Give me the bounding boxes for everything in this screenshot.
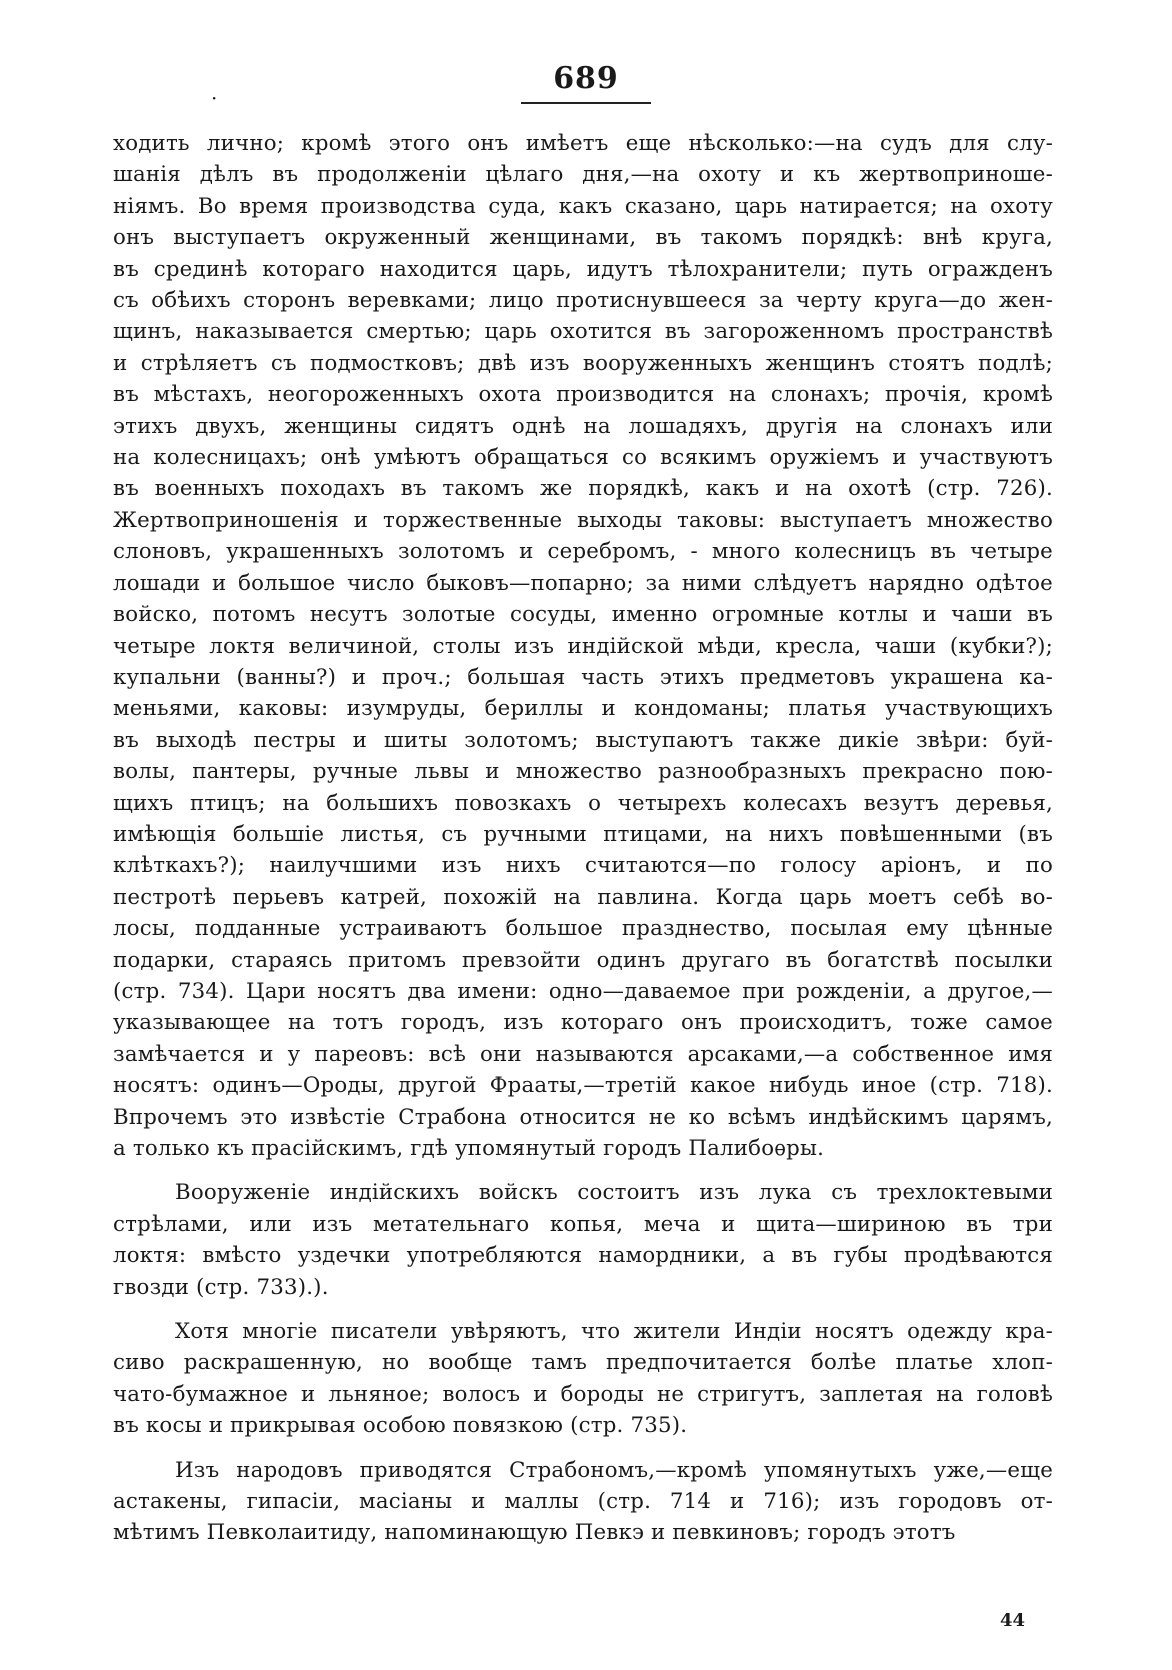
text-line: на колесницахъ; онѣ умѣютъ обращаться со всякимъ оружіемъ и участвуютъ	[113, 445, 1053, 471]
text-line: чато-бумажное и льняное; волосъ и бороды не стригутъ, заплетая на головѣ	[113, 1381, 1053, 1407]
text-line: и стрѣляетъ съ подмостковъ; двѣ изъ вооруженныхъ женщинъ стоятъ подлѣ;	[113, 350, 1053, 376]
text-line: имѣющія большіе листья, съ ручными птицами, на нихъ повѣшенными (въ	[113, 821, 1053, 847]
text-line: купальни (ванны?) и проч.; большая часть этихъ предметовъ украшена ка-	[113, 664, 1053, 690]
page-number-rule	[521, 102, 651, 104]
text-line: волы, пантеры, ручные львы и множество разнообразныхъ прекрасно пою-	[113, 759, 1053, 785]
text-line: меньями, каковы: изумруды, бериллы и кондоманы; платья участвующихъ	[113, 696, 1053, 722]
text-line: клѣткахъ?); наилучшими изъ нихъ считаются—по голосу аріонъ, и по	[113, 853, 1053, 879]
text-line: Изъ народовъ приводятся Страбономъ,—кромѣ упомянутыхъ уже,—еще	[175, 1457, 1053, 1483]
text-line: пестротѣ перьевъ катрей, похожій на павлина. Когда царь моетъ себѣ во-	[113, 884, 1053, 910]
text-line: щинъ, наказывается смертью; царь охотится въ загороженномъ пространствѣ	[113, 319, 1053, 345]
text-line: въ выходѣ пестры и шиты золотомъ; выступаютъ также дикіе звѣри: буй-	[113, 727, 1053, 753]
text-line: шанія дѣлъ въ продолженіи цѣлаго дня,—на охоту и къ жертвоприноше-	[113, 162, 1053, 188]
text-line: мѣтимъ Певколаитиду, напоминающую Певкэ и певкиновъ; городъ этотъ	[113, 1520, 956, 1546]
paragraph	[113, 1316, 1053, 1442]
text-line: сиво раскрашенную, но вообще тамъ предпочитается болѣе платье хлоп-	[113, 1350, 1053, 1376]
text-line: въ срединѣ котораго находится царь, идутъ тѣлохранители; путь огражденъ	[113, 256, 1053, 282]
text-line: стрѣлами, или изъ метательнаго копья, меча и щита—шириною въ три	[113, 1211, 1053, 1237]
text-line: указывающее на тотъ городъ, изъ котораго онъ происходитъ, тоже самое	[113, 1010, 1053, 1036]
body-text	[113, 128, 1053, 1549]
margin-dot: ·	[211, 86, 218, 110]
signature-mark: 44	[1000, 1610, 1026, 1631]
text-line: Хотя многіе писатели увѣряютъ, что жители Индіи носятъ одежду кра-	[175, 1319, 1053, 1345]
page-number: 689	[553, 61, 619, 96]
text-line: въ косы и прикрывая особою повязкою (стр. 735).	[113, 1413, 688, 1439]
text-line: четыре локтя величиной, столы изъ индійской мѣди, кресла, чаши (кубки?);	[113, 633, 1053, 659]
text-line: ніямъ. Во время производства суда, какъ сказано, царь натирается; на охоту	[113, 193, 1053, 219]
paragraph	[113, 1177, 1053, 1303]
text-line: локтя: вмѣсто уздечки употребляются намордники, а въ губы продѣваются	[113, 1243, 1053, 1269]
text-line: подарки, стараясь притомъ превзойти одинъ другаго въ богатствѣ посылки	[113, 947, 1053, 973]
text-line: носятъ: одинъ—Ороды, другой Фраaты,—третій какое нибудь иное (стр. 718).	[113, 1073, 1053, 1099]
text-line: Вооруженіе индійскихъ войскъ состоитъ изъ лука съ трехлоктевыми	[175, 1180, 1053, 1206]
text-line: лосы, подданные устраиваютъ большое празднество, посылая ему цѣнные	[113, 916, 1053, 942]
text-line: ходить лично; кромѣ этого онъ имѣетъ еще нѣсколько:—на судъ для слу-	[113, 131, 1053, 156]
text-line: въ военныхъ походахъ въ такомъ же порядкѣ, какъ и на охотѣ (стр. 726).	[113, 476, 1053, 502]
text-line: Жертвоприношенія и торжественные выходы таковы: выступаетъ множество	[113, 507, 1053, 533]
text-line: въ мѣстахъ, неогороженныхъ охота производится на слонахъ; прочія, кромѣ	[113, 382, 1053, 408]
text-line: Впрочемъ это извѣстіе Страбона относится не ко всѣмъ индѣйскимъ царямъ,	[113, 1104, 1053, 1130]
text-line: слоновъ, украшенныхъ золотомъ и серебромъ, - много колесницъ въ четыре	[113, 539, 1053, 565]
paragraph	[113, 1455, 1053, 1549]
text-line: войско, потомъ несутъ золотые сосуды, именно огромные котлы и чаши въ	[113, 602, 1053, 628]
text-line: лошади и большое число быковъ—попарно; за ними слѣдуетъ нарядно одѣтое	[113, 570, 1053, 596]
text-line: этихъ двухъ, женщины сидятъ однѣ на лошадяхъ, другія на слонахъ или	[113, 413, 1053, 439]
text-line: съ обѣихъ сторонъ веревками; лицо протиснувшееся за черту круга—до жен-	[113, 288, 1053, 314]
text-line: (стр. 734). Цари носятъ два имени: одно—даваемое при рожденіи, а другое,—	[113, 978, 1053, 1004]
text-line: а только къ прасійскимъ, гдѣ упомянутый городъ Палибоѳры.	[113, 1136, 825, 1161]
text-line: щихъ птицъ; на большихъ повозкахъ о четырехъ колесахъ везутъ деревья,	[113, 790, 1053, 816]
text-line: гвозди (стр. 733).).	[113, 1274, 329, 1300]
text-line: онъ выступаетъ окруженный женщинами, въ такомъ порядкѣ: внѣ круга,	[113, 225, 1053, 251]
text-line: замѣчается и у пареовъ: всѣ они называются арсаками,—а собственное имя	[113, 1041, 1053, 1067]
text-line: астакены, гипасіи, масіаны и маллы (стр. 714 и 716); изъ городовъ от-	[113, 1489, 1053, 1515]
paragraph	[113, 128, 1053, 1164]
